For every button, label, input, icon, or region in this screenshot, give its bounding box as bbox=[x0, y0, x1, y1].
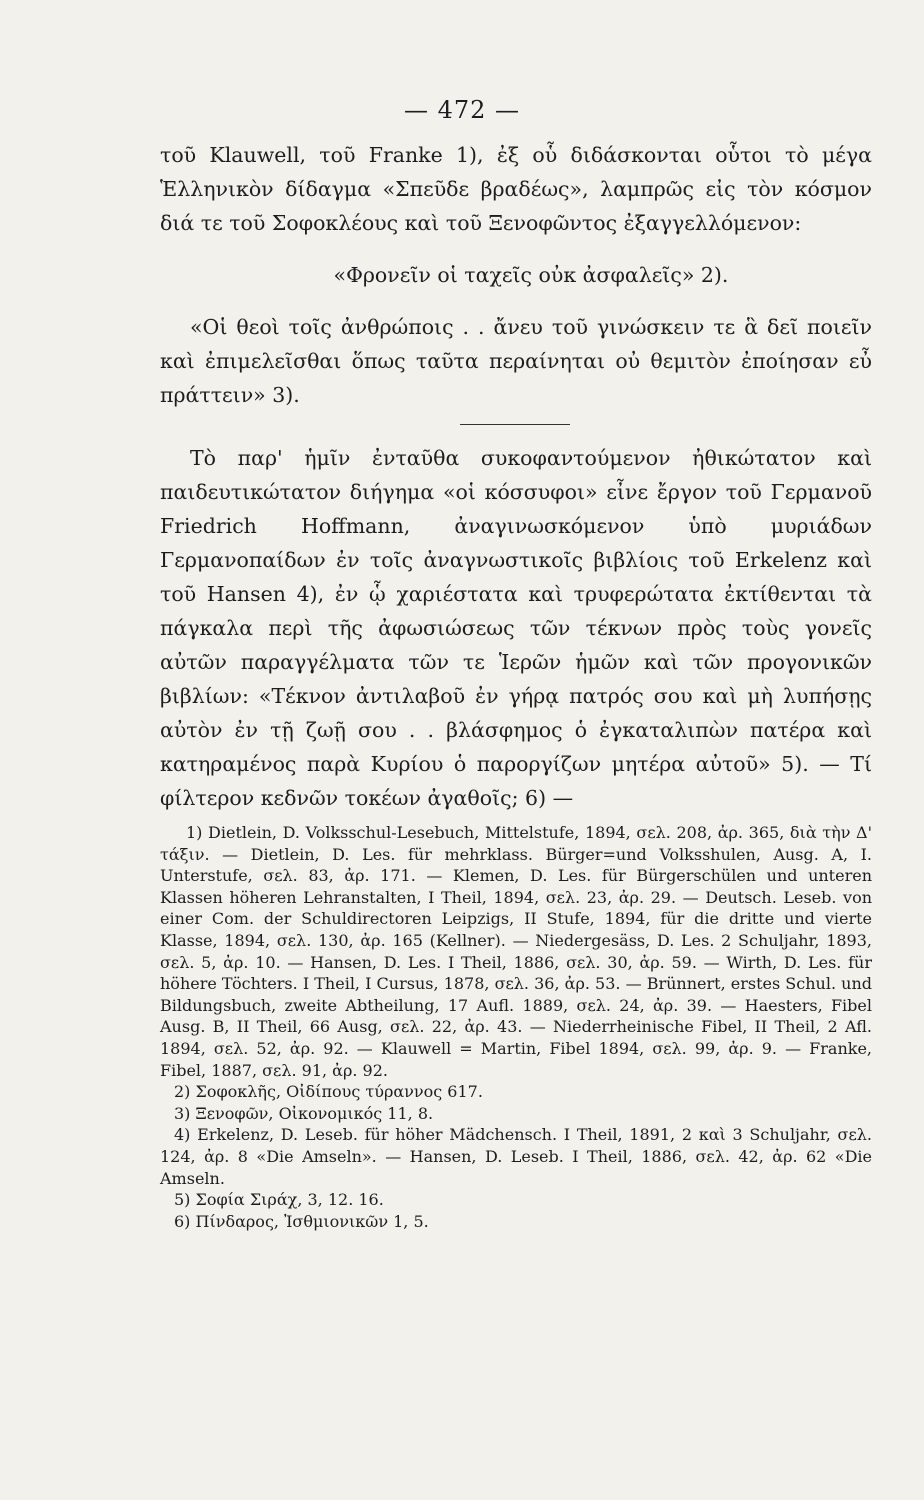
footnotes bbox=[160, 822, 872, 1232]
footnote-2: 2) Σοφοκλῆς, Οἰδίπους τύραννος 617. bbox=[174, 1082, 483, 1102]
footnote-4: 4) Erkelenz, D. Leseb. für höher Mädchensch. I Theil, 1891, 2 καὶ 3 Schuljahr, σελ. 124, ἀρ. 8 «Die Amseln». — Hansen, D. Leseb. I Theil, 1886, σελ. 42, ἀρ. 62 «Die Amseln. bbox=[160, 1125, 872, 1188]
quote-line: «Φρονεῖν οἱ ταχεῖς οὐκ ἀσφαλεῖς» 2). bbox=[333, 263, 729, 287]
footnote-3: 3) Ξενοφῶν, Οἰκονομικός 11, 8. bbox=[174, 1103, 434, 1123]
footnote-1: 1) Dietlein, D. Volksschul-Lesebuch, Mittelstufe, 1894, σελ. 208, ἀρ. 365, διὰ τὴν Δ' τάξιν. — Dietlein, D. Les. für mehrklass. Bürger=und Volksshulen, Ausg. A, I. Unterstufe, σελ. 83, ἀρ. 171. — Klemen, D. Les. für Bürgerschülen und unteren Klassen höheren Lehranstalten, I Theil, 1894, σελ. 23, ἀρ. 29. — Deutsch. Leseb. von einer Com. der Schuldirectoren Leipzigs, II Stufe, 1894, für die dritte und vierte Klasse, 1894, σελ. 130, ἀρ. 165 (Kellner). — Niedergesäss, D. Les. 2 Schuljahr, 1893, σελ. 5, ἀρ. 10. — Hansen, D. Les. I Theil, 1886, σελ. 30, ἀρ. 59. — Wirth, D. Les. für höhere Töchters. I Theil, I Cursus, 1878, σελ. 36, ἀρ. 53. — Brünnert, erstes Schul. und Bildungsbuch, zweite Abtheilung, 17 Aufl. 1889, σελ. 24, ἀρ. 39. — Haesters, Fibel Ausg. B, II Theil, 66 Ausg, σελ. 22, ἀρ. 43. — Niederrheinische Fibel, II Theil, 2 Afl. 1894, σελ. 52, ἀρ. 92. — Klauwell = Martin, Fibel 1894, σελ. 99, ἀρ. 9. — Franke, Fibel, 1887, σελ. 91, ἀρ. 92. bbox=[160, 823, 872, 1080]
page-number: — 472 — bbox=[403, 96, 521, 124]
section-divider bbox=[460, 424, 570, 425]
footnote-6: 6) Πίνδαρος, Ἰσθμιονικῶν 1, 5. bbox=[174, 1211, 429, 1231]
main-text bbox=[160, 138, 872, 815]
paragraph-2: «Οἱ θεοὶ τοῖς ἀνθρώποις . . ἄνευ τοῦ γινώσκειν τε ἃ δεῖ ποιεῖν καὶ ἐπιμελεῖσθαι ὅπως ταῦτα περαίνηται οὐ θεμιτὸν ἐποίησαν εὖ πράττειν» 3). bbox=[160, 315, 872, 407]
paragraph-3: Τὸ παρ' ἡμῖν ἐνταῦθα συκοφαντούμενον ἠθικώτατον καὶ παιδευτικώτατον διήγημα «οἱ κόσσυφοι» εἶνε ἔργον τοῦ Γερμανοῦ Friedrich Hoffmann, ἀναγινωσκόμενον ὑπὸ μυριάδων Γερμανοπαίδων ἐν τοῖς ἀναγνωστικοῖς βιβλίοις τοῦ Erkelenz καὶ τοῦ Hansen 4), ἐν ᾧ χαριέστατα καὶ τρυφερώτατα ἐκτίθενται τὰ πάγκαλα περὶ τῆς ἀφωσιώσεως τῶν τέκνων πρὸς τοὺς γονεῖς αὐτῶν παραγγέλματα τῶν τε Ἱερῶν ἡμῶν καὶ τῶν προγονικῶν βιβλίων: «Τέκνον ἀντιλαβοῦ ἐν γήρᾳ πατρός σου καὶ μὴ λυπήσῃς αὐτὸν ἐν τῇ ζωῇ σου . . βλάσφημος ὁ ἐγκαταλιπὼν πατέρα καὶ κατηραμένος παρὰ Κυρίου ὁ παροργίζων μητέρα αὐτοῦ» 5). — Τί φίλτερον κεδνῶν τοκέων ἀγαθοῖς; 6) — bbox=[160, 446, 872, 810]
paragraph-1: τοῦ Klauwell, τοῦ Franke 1), ἐξ οὗ διδάσκονται οὗτοι τὸ μέγα Ἑλληνικὸν δίδαγμα «Σπεῦδε βραδέως», λαμπρῶς εἰς τὸν κόσμον διά τε τοῦ Σοφοκλέους καὶ τοῦ Ξενοφῶντος ἐξαγγελλόμενον: bbox=[160, 143, 872, 235]
footnote-5: 5) Σοφία Σιράχ, 3, 12. 16. bbox=[174, 1190, 384, 1210]
